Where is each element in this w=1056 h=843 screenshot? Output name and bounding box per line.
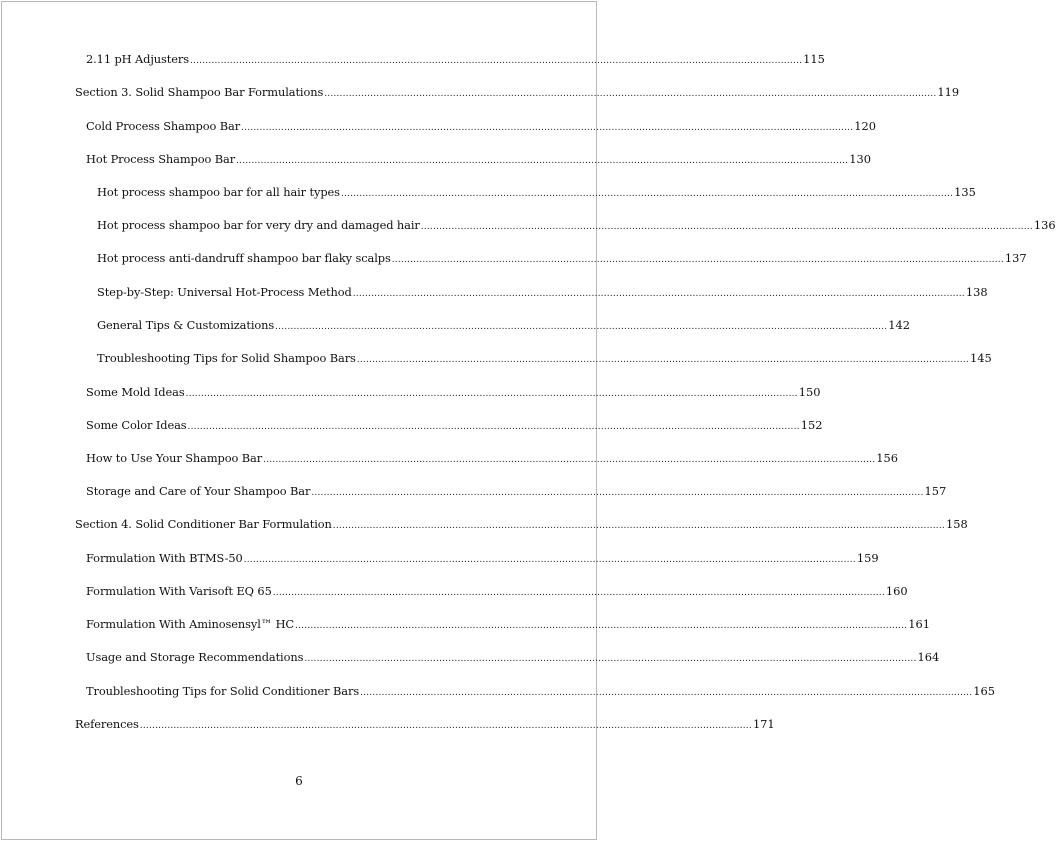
toc-entry-page: 120 [854,119,877,133]
toc-entry-title: Troubleshooting Tips for Solid Shampoo Bars [97,351,356,365]
toc-entry-title: Troubleshooting Tips for Solid Conditioner Bars [86,684,360,698]
toc-entry-aminosensyl[interactable] [86,615,930,633]
toc-entry-troubleshooting-shampoo[interactable] [97,349,992,367]
dot-leader: ........................................................................................................................................................................................................ [391,255,1004,265]
toc-entry-universal-hot-process[interactable] [97,283,988,301]
toc-entry-title: Formulation With BTMS-50 [86,551,243,565]
toc-entry-title: Formulation With Varisoft EQ 65 [86,584,272,598]
toc-entry-page: 161 [908,617,930,631]
dot-leader: ........................................................................................................................................................................................................ [356,355,969,365]
toc-entry-title: General Tips & Customizations [97,318,275,332]
toc-entry-varisoft[interactable] [86,582,908,600]
toc-entry-ph-adjusters[interactable] [86,50,825,68]
toc-entry-title: Some Color Ideas [86,418,187,432]
toc-entry-section-3[interactable] [75,83,960,101]
toc-entry-title: Hot Process Shampoo Bar [86,152,236,166]
dot-leader: ........................................................................................................................................................................................................ [311,488,924,498]
toc-entry-section-4[interactable] [75,515,968,533]
dot-leader: ........................................................................................................................................................................................................ [139,721,752,731]
toc-entry-page: 159 [856,551,879,565]
document-page [1,1,1056,840]
toc-entry-page: 145 [969,351,992,365]
toc-entry-troubleshooting-conditioner[interactable] [86,682,996,700]
toc-entry-how-to-use[interactable] [86,449,899,467]
dot-leader: ........................................................................................................................................................................................................ [272,588,885,598]
toc-entry-color-ideas[interactable] [86,416,823,434]
page-number: 6 [295,774,303,788]
toc-entry-page: 164 [917,650,940,664]
toc-entry-page: 119 [937,85,960,99]
dot-leader: ........................................................................................................................................................................................................ [187,422,800,432]
toc-entry-title: Usage and Storage Recommendations [86,650,304,664]
dot-leader: ........................................................................................................................................................................................................ [332,521,945,531]
dot-leader: ........................................................................................................................................................................................................ [243,555,856,565]
toc-entry-general-tips[interactable] [97,316,911,334]
toc-entry-page: 156 [876,451,899,465]
toc-entry-page: 138 [965,285,988,299]
toc-entry-title: References [75,717,139,731]
toc-entry-page: 157 [924,484,947,498]
toc-entry-title: Step-by-Step: Universal Hot-Process Method [97,285,352,299]
toc-entry-page: 160 [885,584,908,598]
dot-leader: ........................................................................................................................................................................................................ [295,621,908,631]
toc-entry-page: 115 [803,52,825,66]
toc-entry-page: 171 [752,717,775,731]
toc-entry-storage-care[interactable] [86,482,947,500]
toc-entry-all-hair-types[interactable] [97,183,976,201]
toc-entry-title: How to Use Your Shampoo Bar [86,451,263,465]
toc-entry-page: 137 [1004,251,1027,265]
dot-leader: ........................................................................................................................................................................................................ [189,56,803,66]
toc-entry-usage-storage[interactable] [86,648,940,666]
toc-entry-anti-dandruff[interactable] [97,249,1027,267]
toc-entry-page: 152 [800,418,823,432]
toc-entry-references[interactable] [75,715,775,733]
toc-entry-page: 136 [1033,218,1056,232]
dot-leader: ........................................................................................................................................................................................................ [360,688,973,698]
dot-leader: ........................................................................................................................................................................................................ [241,123,854,133]
dot-leader: ........................................................................................................................................................................................................ [236,156,849,166]
toc-entry-title: 2.11 pH Adjusters [86,52,189,66]
toc-entry-dry-damaged-hair[interactable] [97,216,1056,234]
dot-leader: ........................................................................................................................................................................................................ [420,222,1033,232]
toc-entry-page: 158 [945,517,968,531]
toc-entry-title: Hot process shampoo bar for all hair types [97,185,340,199]
dot-leader: ........................................................................................................................................................................................................ [324,89,937,99]
toc-entry-title: Section 4. Solid Conditioner Bar Formulation [75,517,332,531]
toc-entry-title: Storage and Care of Your Shampoo Bar [86,484,311,498]
toc-entry-mold-ideas[interactable] [86,383,821,401]
dot-leader: ........................................................................................................................................................................................................ [352,289,965,299]
toc-entry-title: Hot process anti-dandruff shampoo bar flaky scalps [97,251,391,265]
dot-leader: ........................................................................................................................................................................................................ [263,455,876,465]
dot-leader: ........................................................................................................................................................................................................ [304,654,917,664]
dot-leader: ........................................................................................................................................................................................................ [275,322,888,332]
dot-leader: ........................................................................................................................................................................................................ [340,189,954,199]
toc-entry-page: 150 [798,385,821,399]
toc-entry-page: 165 [973,684,996,698]
toc-entry-page: 130 [849,152,871,166]
toc-entry-btms-50[interactable] [86,549,879,567]
toc-entry-title: Section 3. Solid Shampoo Bar Formulations [75,85,324,99]
toc-entry-page: 135 [954,185,976,199]
toc-entry-page: 142 [888,318,911,332]
toc-entry-hot-process-shampoo-bar[interactable] [86,150,871,168]
dot-leader: ........................................................................................................................................................................................................ [185,389,798,399]
toc-entry-title: Hot process shampoo bar for very dry and damaged hair [97,218,420,232]
toc-entry-title: Some Mold Ideas [86,385,185,399]
toc-entry-cold-process-shampoo-bar[interactable] [86,117,877,135]
toc-entry-title: Cold Process Shampoo Bar [86,119,241,133]
toc-entry-title: Formulation With Aminosensyl™ HC [86,617,295,631]
